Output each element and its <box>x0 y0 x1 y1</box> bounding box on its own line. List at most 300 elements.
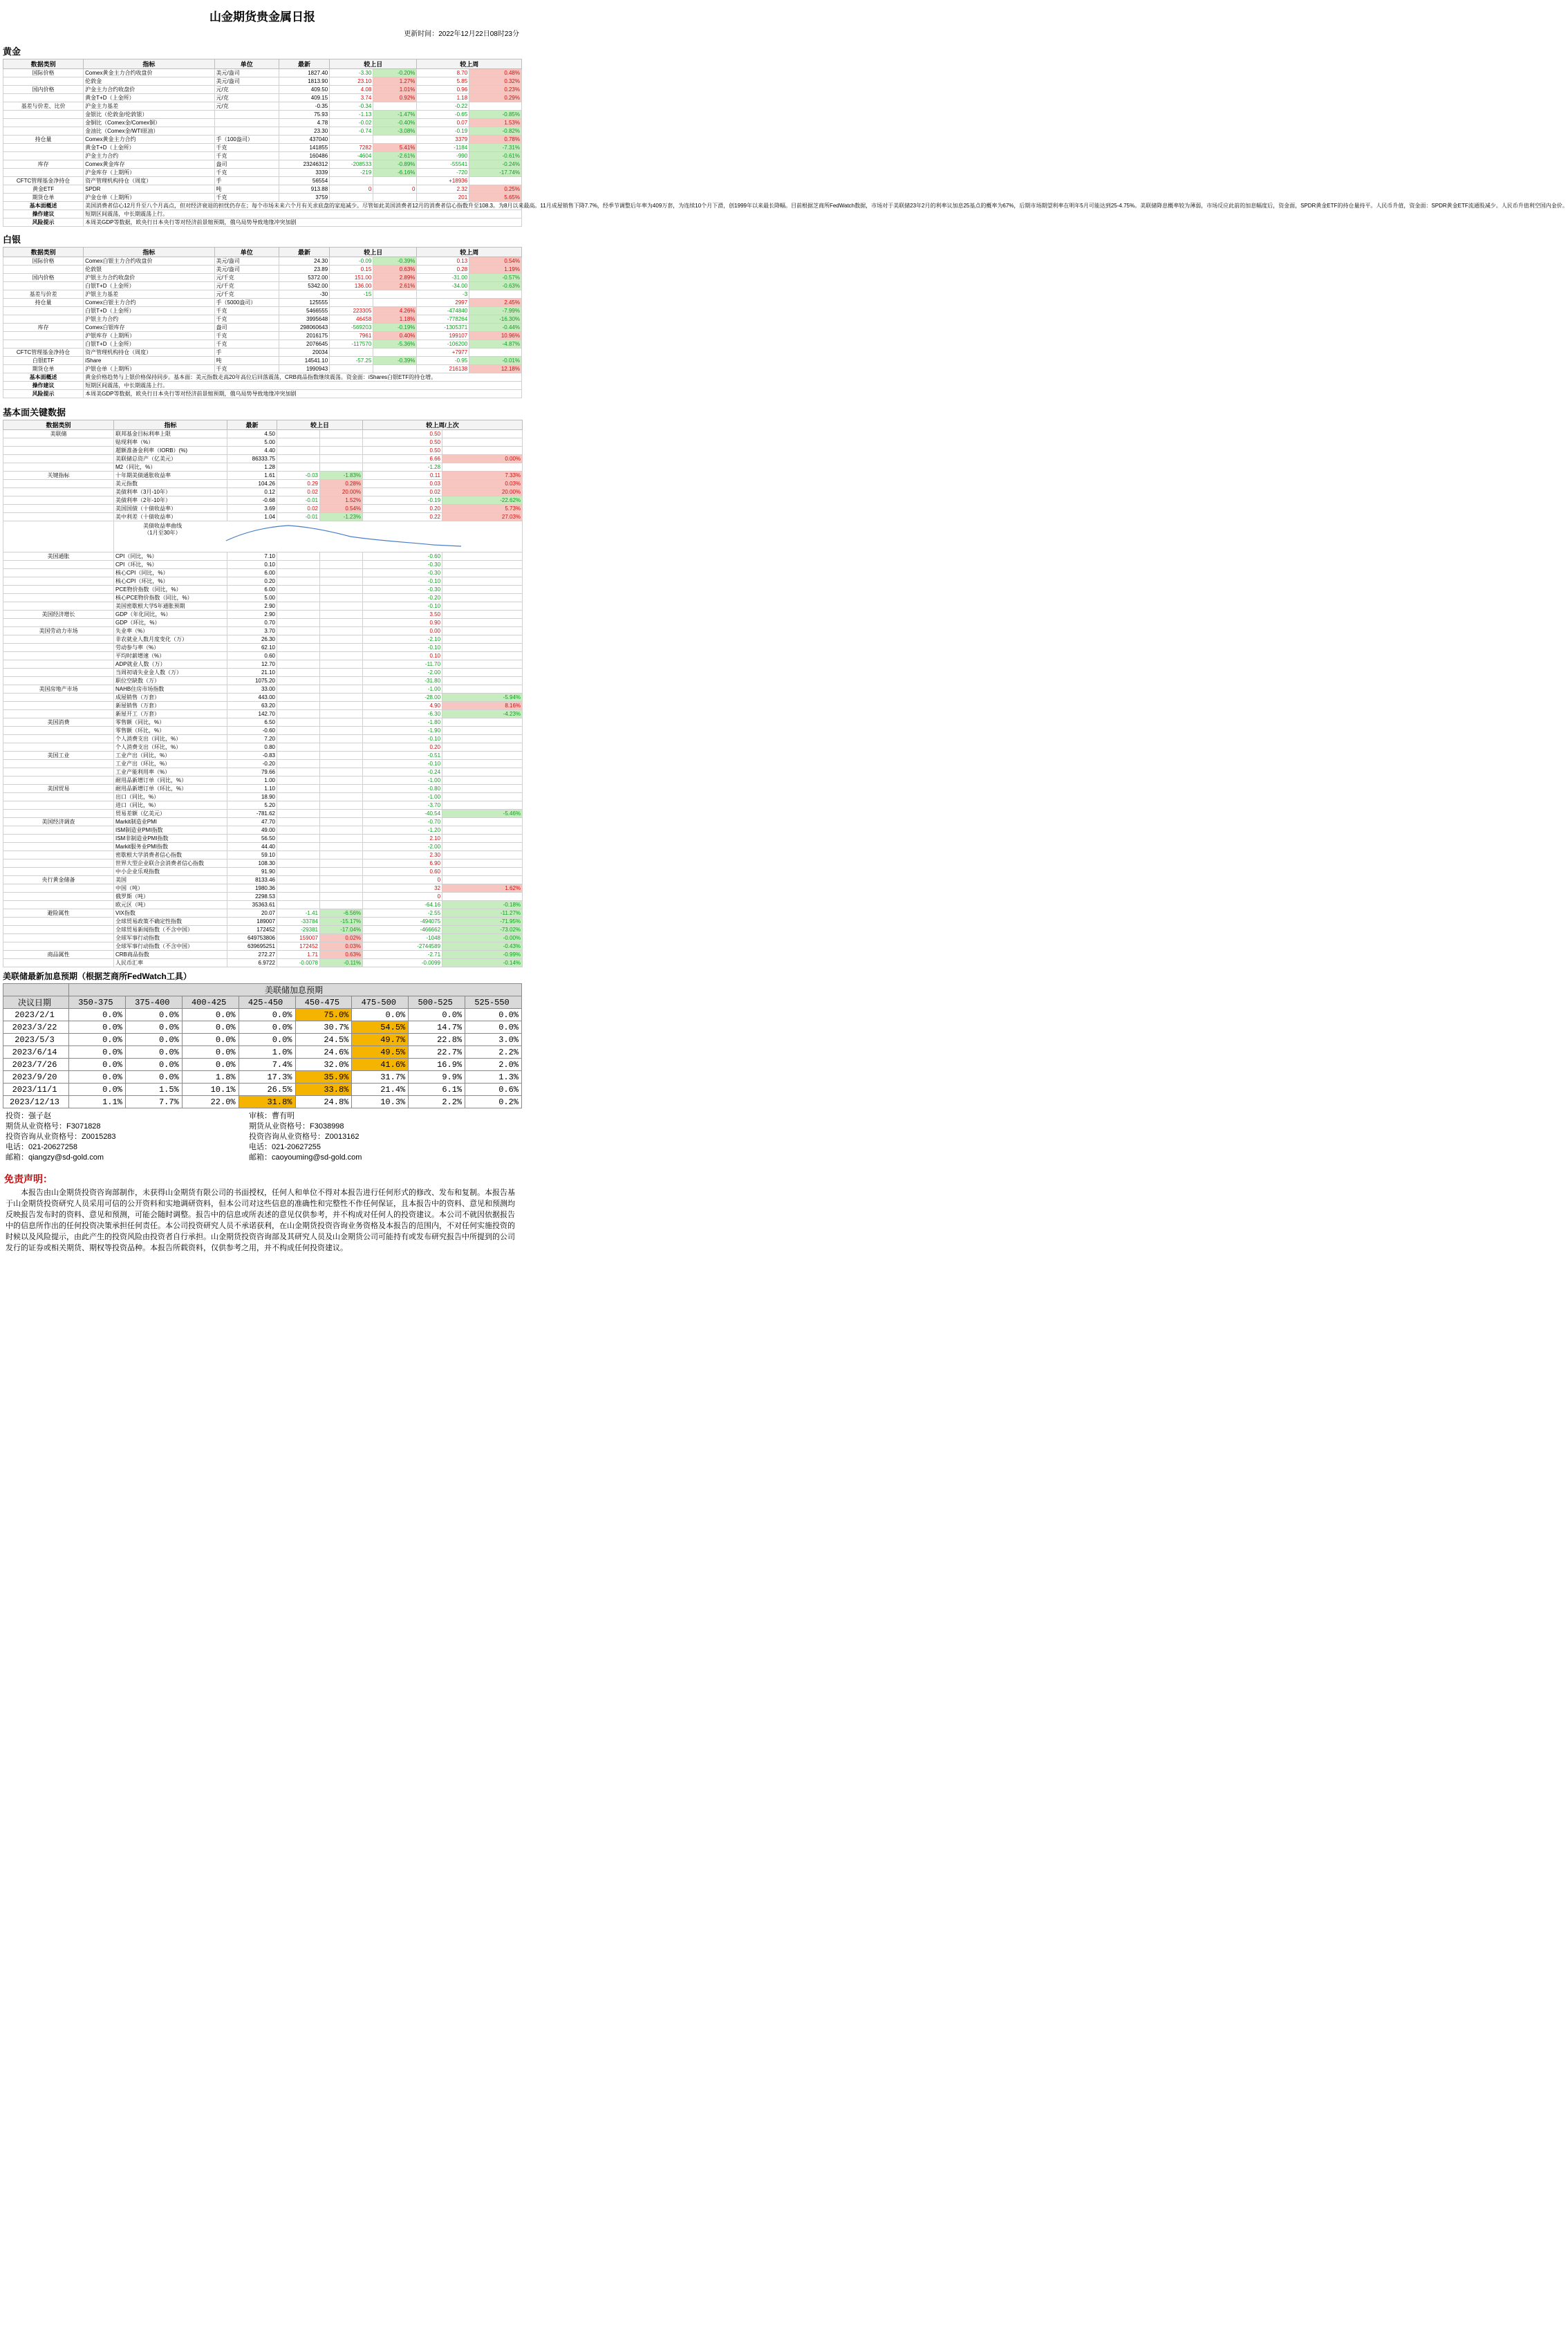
row-day-pct: -5.36% <box>373 340 417 348</box>
row-indicator: 黄金T+D（上金所） <box>84 94 214 102</box>
fund-row <box>3 480 523 488</box>
row-indicator: 沪金主力合约收盘价 <box>84 86 214 94</box>
row-day-change: -57.25 <box>330 357 373 365</box>
fund-row-category <box>3 447 114 455</box>
row-latest: 160486 <box>279 152 329 160</box>
fund-row-week-change: -0.80 <box>363 785 442 793</box>
fund-row-day-change <box>277 455 320 463</box>
fund-row-day-change <box>277 810 320 818</box>
author-email[interactable]: 邮箱：qiangzy@sd-gold.com <box>6 1153 104 1162</box>
advice-label: 操作建议 <box>3 210 84 219</box>
row-week-pct <box>469 177 522 185</box>
fund-row-week-change: 0 <box>363 876 442 884</box>
fund-row-week-pct <box>442 561 523 569</box>
fund-row-week-change: 6.66 <box>363 455 442 463</box>
row-day-change <box>330 177 373 185</box>
fedwatch-row <box>3 1096 522 1108</box>
fund-row-week-change: 6.90 <box>363 859 442 868</box>
fund-row-latest: 0.60 <box>227 652 277 660</box>
gold-row <box>3 119 522 127</box>
row-category: 白银ETF <box>3 357 84 365</box>
silver-row <box>3 332 522 340</box>
fund-row-week-pct: 8.16% <box>442 702 523 710</box>
fund-row-indicator: 职位空缺数（万） <box>114 677 227 685</box>
fund-row-day-change <box>277 586 320 594</box>
fund-row-latest: 44.40 <box>227 843 277 851</box>
fund-row-indicator: 全球军事行动指数 <box>114 934 227 942</box>
fund-row-latest: 4.40 <box>227 447 277 455</box>
row-indicator: 沪银主力合约 <box>84 315 214 324</box>
row-indicator: Comex黄金主力合约 <box>84 136 214 144</box>
fund-row-latest: 6.9722 <box>227 959 277 967</box>
fund-row-week-pct: -22.62% <box>442 496 523 505</box>
fund-row-indicator: 新屋开工（万套） <box>114 710 227 718</box>
row-week-change: -1184 <box>417 144 469 152</box>
row-day-pct: 1.27% <box>373 77 417 86</box>
fund-row-indicator: 密歇根大学消费者信心指数 <box>114 851 227 859</box>
col-latest: 最新 <box>279 248 329 257</box>
fund-row-indicator: 新屋销售（万套） <box>114 702 227 710</box>
row-unit <box>214 111 279 119</box>
fund-row-day-change <box>277 718 320 727</box>
fund-row-day-pct <box>320 810 363 818</box>
row-category <box>3 152 84 160</box>
row-week-pct: 0.54% <box>469 257 522 266</box>
gold-section-title: 黄金 <box>3 46 21 57</box>
fund-row-category: 美国工业 <box>3 752 114 760</box>
fund-row-day-change <box>277 447 320 455</box>
fund-row-day-change <box>277 893 320 901</box>
fund-row <box>3 430 523 438</box>
row-indicator: 白银T+D（上金所） <box>84 307 214 315</box>
fund-row-indicator: 美国密歇根大学5年通胀预期 <box>114 602 227 611</box>
row-day-pct: 0.40% <box>373 332 417 340</box>
disclaimer-title: 免责声明： <box>4 1173 53 1184</box>
row-week-change: -0.19 <box>417 127 469 136</box>
row-week-change: 2997 <box>417 299 469 307</box>
fund-row-day-pct: -1.83% <box>320 472 363 480</box>
fund-row-day-pct: 1.52% <box>320 496 363 505</box>
fedwatch-prob: 75.0% <box>295 1009 352 1021</box>
silver-row <box>3 282 522 290</box>
fund-row-week-pct: 0.00% <box>442 455 523 463</box>
fedwatch-prob: 0.2% <box>465 1096 522 1108</box>
fund-row-week-pct <box>442 801 523 810</box>
gold-row <box>3 194 522 202</box>
fedwatch-prob: 10.3% <box>352 1096 409 1108</box>
fund-row-category <box>3 669 114 677</box>
fund-row-week-pct <box>442 569 523 577</box>
fedwatch-prob: 35.9% <box>295 1071 352 1084</box>
row-indicator: 资产管理机构持仓（周度） <box>84 348 214 357</box>
fund-row-category <box>3 926 114 934</box>
col-indicator: 指标 <box>84 248 214 257</box>
fund-row-day-pct <box>320 660 363 669</box>
fund-row <box>3 611 523 619</box>
fund-row-week-change: -40.54 <box>363 810 442 818</box>
fund-row-day-pct <box>320 430 363 438</box>
fund-col-vs-week: 较上周/上次 <box>363 420 523 430</box>
fund-header-row <box>3 420 523 430</box>
fund-row-latest: 272.27 <box>227 951 277 959</box>
row-week-change: 1.18 <box>417 94 469 102</box>
fund-row <box>3 685 523 694</box>
fedwatch-prob: 0.0% <box>69 1071 126 1084</box>
fund-row-day-change: -29381 <box>277 926 320 934</box>
fund-row-week-change: -0.10 <box>363 602 442 611</box>
yield-curve-cell <box>114 521 523 552</box>
row-day-pct <box>373 177 417 185</box>
fund-row <box>3 868 523 876</box>
fund-row <box>3 496 523 505</box>
row-week-change: -0.22 <box>417 102 469 111</box>
fund-row <box>3 901 523 909</box>
row-indicator: 黄金T+D（上金所） <box>84 144 214 152</box>
fedwatch-date: 2023/3/22 <box>3 1021 69 1034</box>
row-category: 持仓量 <box>3 136 84 144</box>
fedwatch-row <box>3 1084 522 1096</box>
row-week-pct: 2.45% <box>469 299 522 307</box>
row-day-pct: -0.40% <box>373 119 417 127</box>
fund-row-day-change <box>277 694 320 702</box>
col-category: 数据类别 <box>3 59 84 69</box>
fund-row-category <box>3 710 114 718</box>
fund-row-week-change: -2.55 <box>363 909 442 918</box>
gold-header-row <box>3 59 522 69</box>
fund-row-category <box>3 735 114 743</box>
row-unit: 元/千克 <box>214 274 279 282</box>
fund-row-week-change: -0.60 <box>363 552 442 561</box>
row-week-pct: -7.99% <box>469 307 522 315</box>
fund-row-week-change: -0.20 <box>363 594 442 602</box>
fund-row-indicator: 出口（同比，%） <box>114 793 227 801</box>
fund-row-week-pct <box>442 611 523 619</box>
fund-col-vs-day: 较上日 <box>277 420 363 430</box>
fund-row-latest: -0.20 <box>227 760 277 768</box>
fund-row-day-pct <box>320 611 363 619</box>
fedwatch-row <box>3 1071 522 1084</box>
fund-row-week-pct <box>442 619 523 627</box>
fund-row-category: 美国消费 <box>3 718 114 727</box>
gold-row <box>3 127 522 136</box>
fedwatch-prob: 0.0% <box>69 1046 126 1059</box>
fund-row-category: 商品属性 <box>3 951 114 959</box>
row-day-change <box>330 136 373 144</box>
disclaimer-text: 本报告由山金期货投资咨询部制作，未获得山金期货有限公司的书面授权，任何人和单位不得对本报告进行任何形式的修改、发布和复制。本报告基于山金期货投资研究人员采用可信的公开资料和实地调研资料，但本公司对这些信息的准确性和完整性不作任何保证，且本报告中的资料、意见和预测均反映报告发布时的资料、意见和预测，可能会随时调整。报告中的信息或所表述的意见仅供参考，并不构成对任何人的投资建议。本公司不就因依据报告中的信息所作出的任何投资决策承担任何责任。本公司投资研究人员不承诺获利，在山金期货投资咨询业务资格及本报告的范围内，不对任何实施投资的时候以及风险提示，由此产生的投资风险由投资者自行承担。山金期货投资咨询部及其研究人员及山金期货公司可能持有或发布研究报告中所提到的公司发行的证券或相关期货、期权等投资品种。本报告所载资料，仅供参考之用，并不构成任何投资建议。 <box>6 1189 515 1252</box>
fund-row-day-pct: 0.03% <box>320 942 363 951</box>
fund-row-indicator: 零售额（环比，%） <box>114 727 227 735</box>
fedwatch-prob: 22.8% <box>409 1034 465 1046</box>
row-latest: 56554 <box>279 177 329 185</box>
silver-header-row <box>3 248 522 257</box>
fund-row-day-change <box>277 752 320 760</box>
row-week-pct: -0.57% <box>469 274 522 282</box>
fund-row-category <box>3 505 114 513</box>
fedwatch-prob: 3.0% <box>465 1034 522 1046</box>
fund-row-week-change: -466662 <box>363 926 442 934</box>
fund-row-indicator: 中国（吨） <box>114 884 227 893</box>
row-indicator: 沪金仓单（上期所） <box>84 194 214 202</box>
fund-row-day-change: -0.01 <box>277 496 320 505</box>
fund-row-latest: 639695251 <box>227 942 277 951</box>
row-week-change: -55541 <box>417 160 469 169</box>
row-week-change: 0.96 <box>417 86 469 94</box>
fedwatch-date: 2023/2/1 <box>3 1009 69 1021</box>
fund-row-day-pct <box>320 793 363 801</box>
fund-row-day-change <box>277 463 320 472</box>
fund-row-week-change: -0.19 <box>363 496 442 505</box>
row-indicator: 伦敦金 <box>84 77 214 86</box>
fund-row-day-change <box>277 677 320 685</box>
fund-row-week-pct <box>442 635 523 644</box>
fund-row-week-change: -1.20 <box>363 826 442 835</box>
row-day-pct: 0.63% <box>373 266 417 274</box>
fund-row-day-pct <box>320 569 363 577</box>
fund-row <box>3 843 523 851</box>
row-day-pct: -0.19% <box>373 324 417 332</box>
fund-row-indicator: 核心CPI（同比，%） <box>114 569 227 577</box>
fund-row-latest: 142.70 <box>227 710 277 718</box>
row-latest: 5372.00 <box>279 274 329 282</box>
reviewer-email[interactable]: 邮箱：caoyouming@sd-gold.com <box>249 1153 362 1162</box>
row-day-change: -0.74 <box>330 127 373 136</box>
fund-row-week-pct: -0.14% <box>442 959 523 967</box>
fund-row-day-pct: -1.23% <box>320 513 363 521</box>
fund-row-category <box>3 513 114 521</box>
fund-row-latest: 5.00 <box>227 594 277 602</box>
fund-row-week-change: 4.90 <box>363 702 442 710</box>
fedwatch-prob: 0.0% <box>125 1021 182 1034</box>
fund-row-week-pct: -73.02% <box>442 926 523 934</box>
row-day-change: -3.30 <box>330 69 373 77</box>
row-unit <box>214 127 279 136</box>
fund-row-category <box>3 835 114 843</box>
fund-row-day-change <box>277 801 320 810</box>
row-day-pct <box>373 365 417 373</box>
fedwatch-date: 2023/6/14 <box>3 1046 69 1059</box>
row-unit: 千克 <box>214 144 279 152</box>
fund-row-indicator: NAHB住房市场指数 <box>114 685 227 694</box>
fund-row-category: 避险属性 <box>3 909 114 918</box>
row-day-pct: -0.89% <box>373 160 417 169</box>
fund-row <box>3 859 523 868</box>
fund-row-category: 美国贸易 <box>3 785 114 793</box>
silver-basic-row <box>3 373 522 382</box>
fund-row-week-change: 0.60 <box>363 868 442 876</box>
gold-basic-text: 美国消费者信心12月升至八个月高点，但对经济衰退的担忧仍存在；每个市场未来六个月有关求底盘的家庭减少。尽管如此美国消费者12月的消费者信心指数升至108.3。为8月以来最高。11月成屋销售下降7.7%，经季节调整后年率为409万套，为连续10个月下滑，创1999年以来最长降幅。目前根据芝商所FedWatch数据，市场对于美联储23年2月的利率议加息25基点的概率为67%，后期市场期望利率在明年5月可能达到25-4.75%。美联储降息概率较为薄弱，市场反应此前的加息幅度后，资金面，SPDR黄金ETF的持仓量持平。人民币升值，资金面：SPDR黄金ETF流通股减少。人民币升值利空国内金价。 <box>84 202 522 210</box>
fedwatch-prob: 0.0% <box>409 1009 465 1021</box>
fund-row-category <box>3 901 114 909</box>
row-day-change <box>330 348 373 357</box>
fund-row-week-change: 0.02 <box>363 488 442 496</box>
fund-row-day-pct <box>320 718 363 727</box>
row-day-pct: 0 <box>373 185 417 194</box>
row-day-change: -15 <box>330 290 373 299</box>
silver-row <box>3 357 522 365</box>
row-week-pct <box>469 348 522 357</box>
fund-row-day-pct <box>320 702 363 710</box>
fund-row-day-pct <box>320 652 363 660</box>
fund-row <box>3 488 523 496</box>
row-day-change <box>330 299 373 307</box>
fedwatch-prob: 32.0% <box>295 1059 352 1071</box>
fedwatch-prob: 0.0% <box>69 1084 126 1096</box>
row-week-change: 216138 <box>417 365 469 373</box>
fund-row-category: 央行黄金储备 <box>3 876 114 884</box>
fedwatch-prob: 0.0% <box>182 1046 239 1059</box>
fund-row-week-change: -1.00 <box>363 793 442 801</box>
fund-row <box>3 438 523 447</box>
fedwatch-prob: 49.7% <box>352 1034 409 1046</box>
fund-row-indicator: 耐用品新增订单（环比，%） <box>114 785 227 793</box>
fund-row-latest: 108.30 <box>227 859 277 868</box>
fund-row-category <box>3 594 114 602</box>
fund-row-indicator: 美国国债（十债收益率） <box>114 505 227 513</box>
author-role: 投资： <box>6 1112 28 1120</box>
row-category <box>3 127 84 136</box>
fund-row-day-change <box>277 859 320 868</box>
fund-row-category <box>3 644 114 652</box>
row-day-change: 0 <box>330 185 373 194</box>
fund-row-week-change: -1.00 <box>363 685 442 694</box>
fund-row-indicator: PCE物价指数（同比，%） <box>114 586 227 594</box>
gold-row <box>3 94 522 102</box>
fund-row-day-pct <box>320 577 363 586</box>
row-indicator: 沪银仓单（上期所） <box>84 365 214 373</box>
fund-row-week-change: -2.71 <box>363 951 442 959</box>
fund-row-day-pct <box>320 685 363 694</box>
fund-row <box>3 669 523 677</box>
fund-row-indicator: Markit服务业PMI指数 <box>114 843 227 851</box>
fund-row-latest: 47.70 <box>227 818 277 826</box>
fund-row-week-pct <box>442 602 523 611</box>
gold-row <box>3 77 522 86</box>
fund-row-week-pct <box>442 652 523 660</box>
silver-row <box>3 348 522 357</box>
fund-row-day-pct: 0.54% <box>320 505 363 513</box>
advice-label: 操作建议 <box>3 382 84 390</box>
row-day-change: -4604 <box>330 152 373 160</box>
row-week-pct: 0.48% <box>469 69 522 77</box>
fedwatch-prob: 0.0% <box>239 1009 295 1021</box>
row-day-change <box>330 194 373 202</box>
fund-row-indicator: 全球贸易政策不确定性指数 <box>114 918 227 926</box>
row-day-pct: 4.26% <box>373 307 417 315</box>
risk-label: 风险提示 <box>3 390 84 398</box>
fund-row-week-pct <box>442 818 523 826</box>
row-week-pct: -0.44% <box>469 324 522 332</box>
fund-row-latest: 1075.20 <box>227 677 277 685</box>
fund-row-week-change: -1.28 <box>363 463 442 472</box>
row-latest: 409.50 <box>279 86 329 94</box>
fund-row-day-change: 172452 <box>277 942 320 951</box>
row-day-change: 3.74 <box>330 94 373 102</box>
fund-row-day-change <box>277 760 320 768</box>
fund-row-category <box>3 851 114 859</box>
fund-row-week-pct <box>442 727 523 735</box>
row-day-change: -0.34 <box>330 102 373 111</box>
reviewer-phone: 电话：021-20627255 <box>249 1143 321 1151</box>
fedwatch-col: 400-425 <box>182 996 239 1009</box>
fedwatch-prob: 22.0% <box>182 1096 239 1108</box>
fund-row-week-change: 0.50 <box>363 438 442 447</box>
row-category: CFTC管理基金净持仓 <box>3 177 84 185</box>
fedwatch-date: 2023/12/13 <box>3 1096 69 1108</box>
fund-row-week-pct: 7.33% <box>442 472 523 480</box>
fund-row-indicator: 耐用品新增订单（同比，%） <box>114 777 227 785</box>
fund-row-latest: 1980.36 <box>227 884 277 893</box>
fund-row-day-change <box>277 552 320 561</box>
fund-row-indicator: 美中利差（十债收益率） <box>114 513 227 521</box>
fund-row-category <box>3 859 114 868</box>
fund-row <box>3 455 523 463</box>
row-week-change: +7977 <box>417 348 469 357</box>
report-title: 山金期货贵金属日报 <box>209 10 315 24</box>
fedwatch-prob: 2.0% <box>465 1059 522 1071</box>
fund-row-day-change <box>277 685 320 694</box>
fund-row-day-change <box>277 768 320 777</box>
fund-row-category <box>3 652 114 660</box>
fund-row-week-pct: -4.23% <box>442 710 523 718</box>
fund-row-day-change: 159007 <box>277 934 320 942</box>
row-day-pct: -3.08% <box>373 127 417 136</box>
row-week-pct: 1.19% <box>469 266 522 274</box>
fund-row-week-pct <box>442 859 523 868</box>
row-unit: 吨 <box>214 185 279 194</box>
row-week-pct: -17.74% <box>469 169 522 177</box>
fund-row-day-pct <box>320 635 363 644</box>
fund-row-latest: 0.10 <box>227 561 277 569</box>
fund-row-week-pct <box>442 768 523 777</box>
gold-row <box>3 160 522 169</box>
fedwatch-col: 450-475 <box>295 996 352 1009</box>
fund-row <box>3 472 523 480</box>
fund-row-category <box>3 635 114 644</box>
fund-row <box>3 513 523 521</box>
silver-row <box>3 315 522 324</box>
fund-row <box>3 826 523 835</box>
row-category <box>3 340 84 348</box>
fund-row-day-pct <box>320 586 363 594</box>
fund-row-category <box>3 777 114 785</box>
gold-risk-row <box>3 219 522 227</box>
fund-row-day-change <box>277 793 320 801</box>
fedwatch-prob: 0.0% <box>69 1059 126 1071</box>
fund-row-latest: 5.20 <box>227 801 277 810</box>
fund-row-week-change: 0.90 <box>363 619 442 627</box>
row-latest: 3759 <box>279 194 329 202</box>
row-latest: 24.30 <box>279 257 329 266</box>
fund-row-indicator: 美联储总资产（亿美元） <box>114 455 227 463</box>
fund-row-indicator: 人民币汇率 <box>114 959 227 967</box>
fund-row-category: 美国经济增长 <box>3 611 114 619</box>
fedwatch-prob: 0.6% <box>465 1084 522 1096</box>
fund-row-week-pct <box>442 627 523 635</box>
row-week-pct: -0.85% <box>469 111 522 119</box>
fund-row-week-change: -0.24 <box>363 768 442 777</box>
row-day-pct: -0.39% <box>373 257 417 266</box>
fedwatch-prob: 0.0% <box>125 1046 182 1059</box>
row-week-change: -31.00 <box>417 274 469 282</box>
fund-row-week-pct <box>442 660 523 669</box>
fund-row-week-change: -0.30 <box>363 569 442 577</box>
fund-row-category <box>3 660 114 669</box>
row-category: 库存 <box>3 160 84 169</box>
row-day-pct <box>373 290 417 299</box>
fund-row-week-pct: 5.73% <box>442 505 523 513</box>
fund-row-day-pct: -15.17% <box>320 918 363 926</box>
row-category <box>3 111 84 119</box>
